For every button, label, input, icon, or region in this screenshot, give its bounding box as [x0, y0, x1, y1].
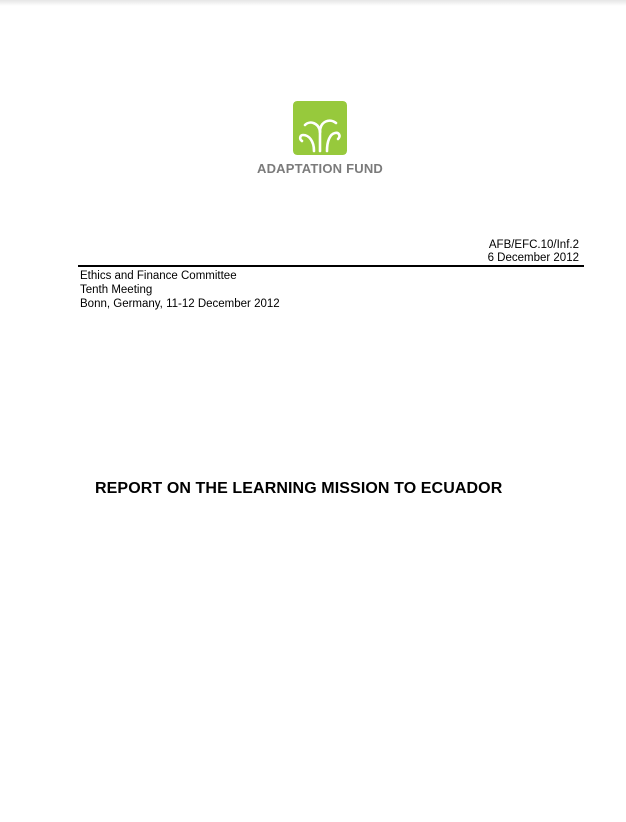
- header-divider: [78, 265, 584, 267]
- page-top-shadow: [0, 0, 626, 6]
- document-meta: [488, 239, 579, 265]
- adaptation-fund-logo: [293, 101, 347, 155]
- document-date: 6 December 2012: [487, 252, 579, 264]
- adaptation-fund-sprout-icon: [293, 101, 347, 155]
- meeting-location-dates: Bonn, Germany, 11-12 December 2012: [80, 298, 280, 310]
- organization-name: ADAPTATION FUND: [256, 161, 383, 176]
- report-title: REPORT ON THE LEARNING MISSION TO ECUADOR: [95, 480, 503, 497]
- committee-name: Ethics and Finance Committee: [80, 270, 237, 282]
- meeting-name: Tenth Meeting: [80, 284, 153, 296]
- meeting-info: [80, 269, 280, 311]
- document-reference: AFB/EFC.10/Inf.2: [488, 239, 579, 251]
